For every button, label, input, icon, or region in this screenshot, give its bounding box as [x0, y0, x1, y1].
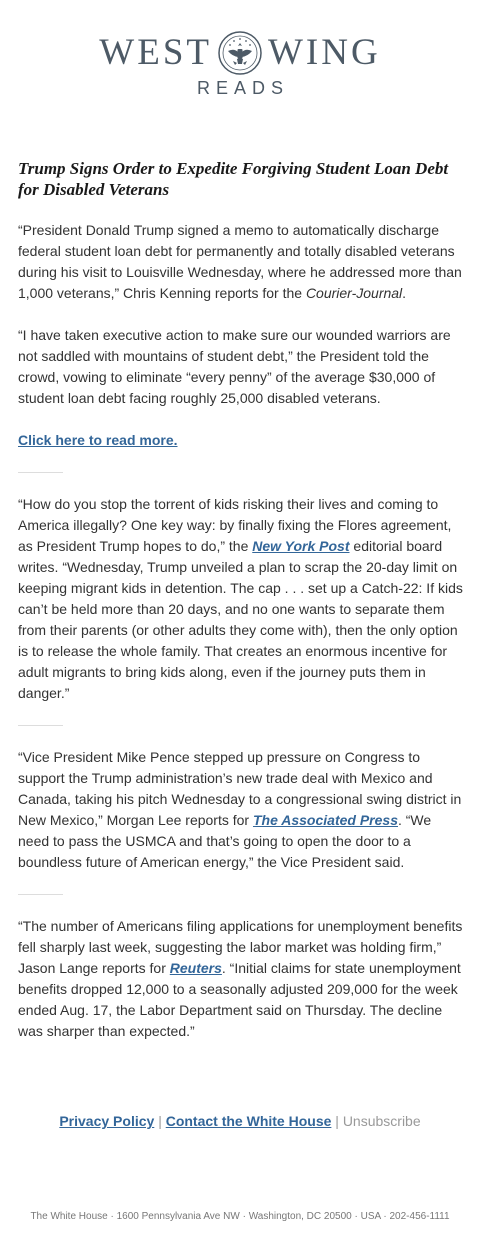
read-more-link[interactable]: Click here to read more. — [18, 432, 178, 448]
newsletter-header — [0, 28, 480, 99]
newsletter-body — [18, 158, 464, 1063]
section-divider — [18, 894, 63, 895]
footer-address: The White House · 1600 Pennsylvania Ave NW · Washington, DC 20500 · USA · 202-456-1111 — [30, 1211, 450, 1222]
footer-separator: | — [335, 1113, 339, 1129]
publication-link[interactable]: New York Post — [252, 538, 350, 554]
story-paragraph — [18, 747, 464, 873]
logo-word-west: WEST — [99, 32, 212, 73]
paragraph-text: “How do you stop the torrent of kids risking their lives and coming to America illegally? One key way: by finally fixing the Flores agreement, as President Trump hopes to do,” the — [18, 496, 452, 554]
logo — [0, 28, 480, 78]
privacy-policy-link[interactable]: Privacy Policy — [59, 1113, 155, 1129]
footer-links — [0, 1111, 480, 1131]
unsubscribe-link[interactable]: Unsubscribe — [342, 1113, 421, 1129]
paragraph-text: . “Initial claims for state unemployment benefits dropped 12,000 to a seasonally adjusted 209,000 for the week ended Aug. 17, the Labor Department said on Thursday. The decline was sharper than expected.” — [18, 960, 461, 1039]
section-divider — [18, 472, 63, 473]
story-paragraph: “I have taken executive action to make sure our wounded warriors are not saddled with mountains of student debt,” the President told the crowd, vowing to eliminate “every penny” of the average $30,000 of student loan debt facing roughly 25,000 disabled veterans. — [18, 327, 451, 406]
logo-subtitle: READS — [196, 78, 289, 98]
read-more-paragraph — [18, 430, 464, 451]
paragraph-text: “Vice President Mike Pence stepped up pressure on Congress to support the Trump administration’s new trade deal with Mexico and Canada, taking his pitch Wednesday to a congressional swing district in New Mexico,” Morgan Lee reports for — [18, 749, 462, 828]
paragraph-text: “President Donald Trump signed a memo to automatically discharge federal student loan debt for permanently and totally disabled veterans during his visit to Louisville Wednesday, where he addressed more than 1,000 veterans,” Chris Kenning reports for the — [18, 222, 462, 301]
paragraph-text: “The number of Americans filing applications for unemployment benefits fell sharply last week, suggesting the labor market was holding firm,” Jason Lange reports for — [18, 918, 463, 976]
story-paragraph — [18, 916, 464, 1042]
story-paragraph — [18, 220, 464, 304]
publication-name: Courier-Journal — [305, 285, 403, 301]
story-headline: Trump Signs Order to Expedite Forgiving Student Loan Debt for Disabled Veterans — [18, 159, 449, 199]
contact-link[interactable]: Contact the White House — [165, 1113, 332, 1129]
logo-word-wing: WING — [268, 32, 381, 73]
footer-separator: | — [158, 1113, 162, 1129]
story-paragraph — [18, 494, 464, 704]
paragraph-text: . “We need to pass the USMCA and that’s going to open the door to a boundless future of American energy,” the Vice President said. — [18, 812, 432, 870]
presidential-seal-icon — [218, 31, 262, 75]
publication-link[interactable]: Reuters — [169, 960, 222, 976]
paragraph-end: . — [402, 285, 407, 301]
section-divider — [18, 725, 63, 726]
paragraph-text: editorial board writes. “Wednesday, Trump unveiled a plan to scrap the 20-day limit on keeping migrant kids in detention. The cap . . . set up a Catch-22: If kids can’t be held more than 20 days, and no one wants to separate them from their parents (or other adults they come with), then the only option is to release the whole family. That creates an enormous incentive for adult migrants to bring kids along, even if the journey puts them in danger.” — [18, 538, 463, 701]
publication-link[interactable]: The Associated Press — [252, 812, 398, 828]
